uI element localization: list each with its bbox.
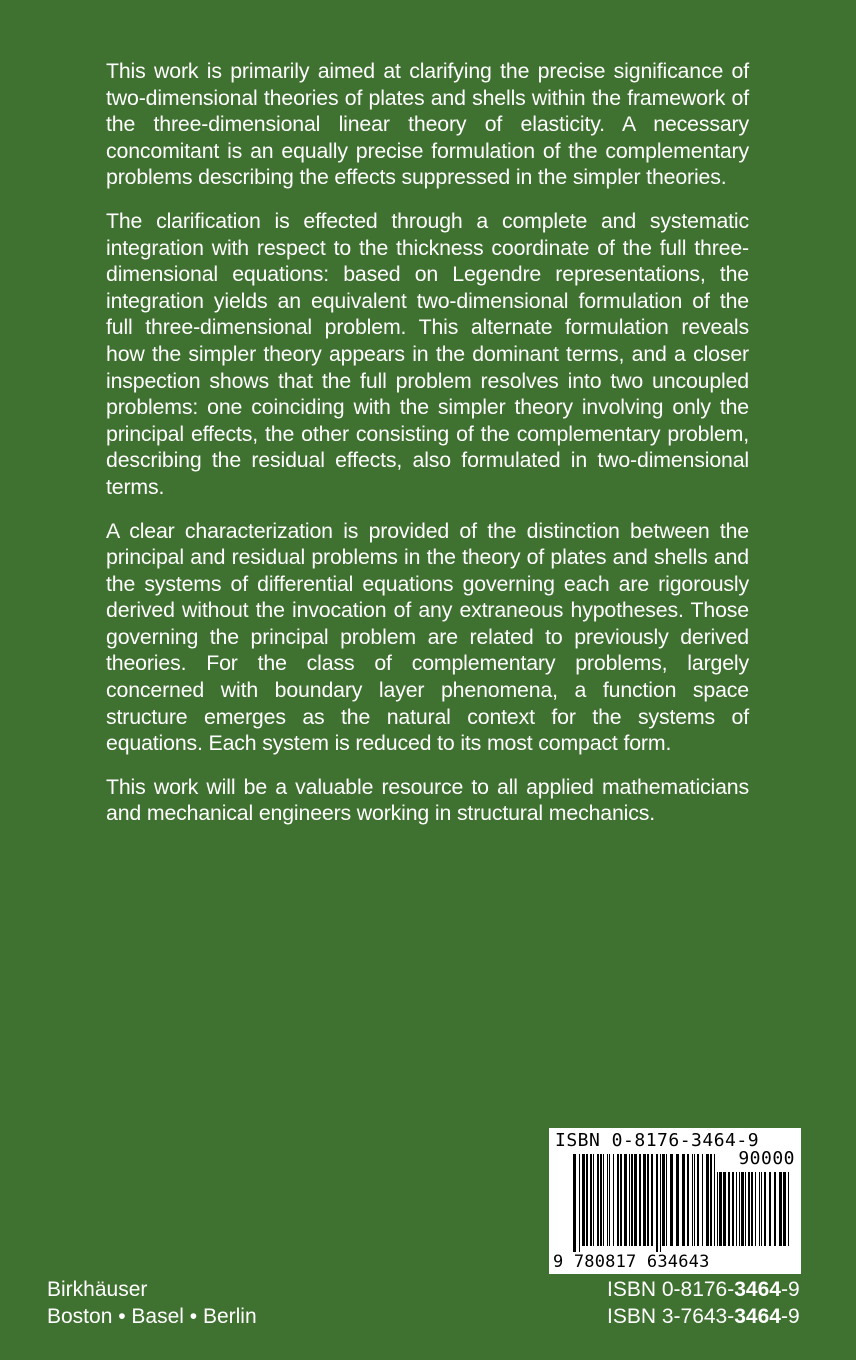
- barcode-bar: [629, 1154, 630, 1246]
- blurb-paragraph-1: This work is primarily aimed at clarifying the precise significance of two-dimensional theories of plates and shells within the framework of the three-dimensional linear theory of elasticity. A necessary concomitant is an equally precise formulation of the complementary problems describing the effects suppressed in the simpler theories.: [106, 59, 749, 190]
- barcode-bar: [723, 1172, 726, 1246]
- barcode-bar: [759, 1172, 760, 1246]
- barcode-bar: [579, 1154, 580, 1252]
- blurb-paragraph-2: The clarification is effected through a complete and systematic integration with respect to the thickness coordinate of the full three-dimensional equations: based on Legendre representations, the integration yields an equivalent two-dimensional formulation of the full three-dimensional problem. This alternate formulation reveals how the simpler theory appears in the dominant terms, and a closer inspection shows that the full problem resolves into two uncoupled problems: one coinciding with the simpler theory involving only the principal effects, the other consisting of the complementary problem, describing the residual effects, also formulated in two-dimensional terms.: [106, 208, 749, 499]
- barcode-bar: [609, 1154, 610, 1246]
- publisher-cities: Boston • Basel • Berlin: [47, 1305, 257, 1328]
- isbn-line-1: ISBN 0-8176-3464-9: [607, 1278, 800, 1301]
- barcode-bar: [600, 1154, 602, 1246]
- barcode-bar: [702, 1154, 703, 1246]
- barcode-bar: [706, 1154, 709, 1246]
- blurb-paragraph-4: This work will be a valuable resource to all applied mathematicians and mechanical engineers working in structural mechanics.: [106, 774, 749, 826]
- barcode-bar: [660, 1154, 661, 1252]
- barcode-bar: [603, 1154, 604, 1246]
- barcode-bar: [593, 1154, 594, 1246]
- barcode: [549, 1128, 801, 1274]
- barcode-ean-number: 9 780817 634643: [553, 1252, 710, 1272]
- barcode-bar: [736, 1172, 737, 1246]
- barcode-bar: [687, 1154, 689, 1246]
- barcode-bar: [710, 1154, 712, 1246]
- barcode-bar: [582, 1154, 585, 1246]
- isbn-list: [607, 1276, 800, 1330]
- barcode-bar: [745, 1172, 746, 1246]
- barcode-bar: [647, 1154, 649, 1246]
- barcode-bar: [692, 1154, 693, 1246]
- barcode-bar: [662, 1154, 665, 1246]
- barcode-bar: [617, 1154, 619, 1246]
- barcode-bar: [643, 1154, 646, 1246]
- publisher-name: Birkhäuser: [47, 1278, 148, 1301]
- barcode-addon-bars: [717, 1172, 795, 1252]
- barcode-bar: [590, 1154, 592, 1246]
- publisher-imprint: [47, 1276, 257, 1330]
- barcode-bar: [697, 1154, 699, 1246]
- blurb-paragraph-3: A clear characterization is provided of the distinction between the principal and residual problems in the theory of plates and shells and the systems of differential equations governing each are rigorously derived without the invocation of any extraneous hypotheses. Those governing the principal problem are related to previously derived theories. For the class of complementary problems, largely concerned with boundary layer phenomena, a function space structure emerges as the natural context for the systems of equations. Each system is reduced to its most compact form.: [106, 518, 749, 756]
- barcode-bar: [613, 1154, 614, 1246]
- barcode-bar: [764, 1172, 766, 1246]
- barcode-bar: [788, 1172, 789, 1246]
- barcode-bar: [761, 1172, 762, 1246]
- barcode-bar: [634, 1154, 637, 1246]
- barcode-bar: [748, 1172, 750, 1246]
- barcode-bar: [714, 1154, 715, 1246]
- barcode-bar: [694, 1154, 695, 1246]
- barcode-bar: [717, 1172, 718, 1246]
- barcode-bar: [719, 1172, 722, 1246]
- barcode-bar: [751, 1172, 753, 1246]
- barcode-bar: [607, 1154, 608, 1246]
- barcode-bar: [769, 1172, 771, 1246]
- barcode-bar: [639, 1154, 641, 1246]
- barcode-bar: [739, 1172, 740, 1246]
- barcode-bar: [728, 1172, 730, 1246]
- barcode-bar: [631, 1154, 633, 1246]
- barcode-bar: [774, 1172, 776, 1246]
- barcode-bar: [676, 1154, 679, 1246]
- barcode-bar: [783, 1172, 786, 1246]
- barcode-bar: [732, 1172, 734, 1246]
- barcode-isbn-text: ISBN 0-8176-3464-9: [555, 1130, 760, 1151]
- back-cover-blurb: [106, 58, 749, 844]
- barcode-bar: [682, 1154, 685, 1246]
- barcode-bar: [779, 1172, 782, 1246]
- barcode-bar: [624, 1154, 627, 1246]
- barcode-bar: [620, 1154, 622, 1246]
- isbn-line-2: ISBN 3-7643-3464-9: [607, 1305, 800, 1328]
- barcode-bar: [656, 1154, 658, 1252]
- barcode-addon-number: 90000: [738, 1148, 795, 1169]
- barcode-bar: [651, 1154, 653, 1246]
- barcode-bar: [586, 1154, 588, 1246]
- barcode-bar: [670, 1154, 673, 1246]
- barcode-bar: [597, 1154, 599, 1246]
- barcode-bar: [573, 1154, 576, 1252]
- barcode-bar: [755, 1172, 756, 1246]
- barcode-bar: [741, 1172, 744, 1246]
- barcode-bar: [666, 1154, 667, 1246]
